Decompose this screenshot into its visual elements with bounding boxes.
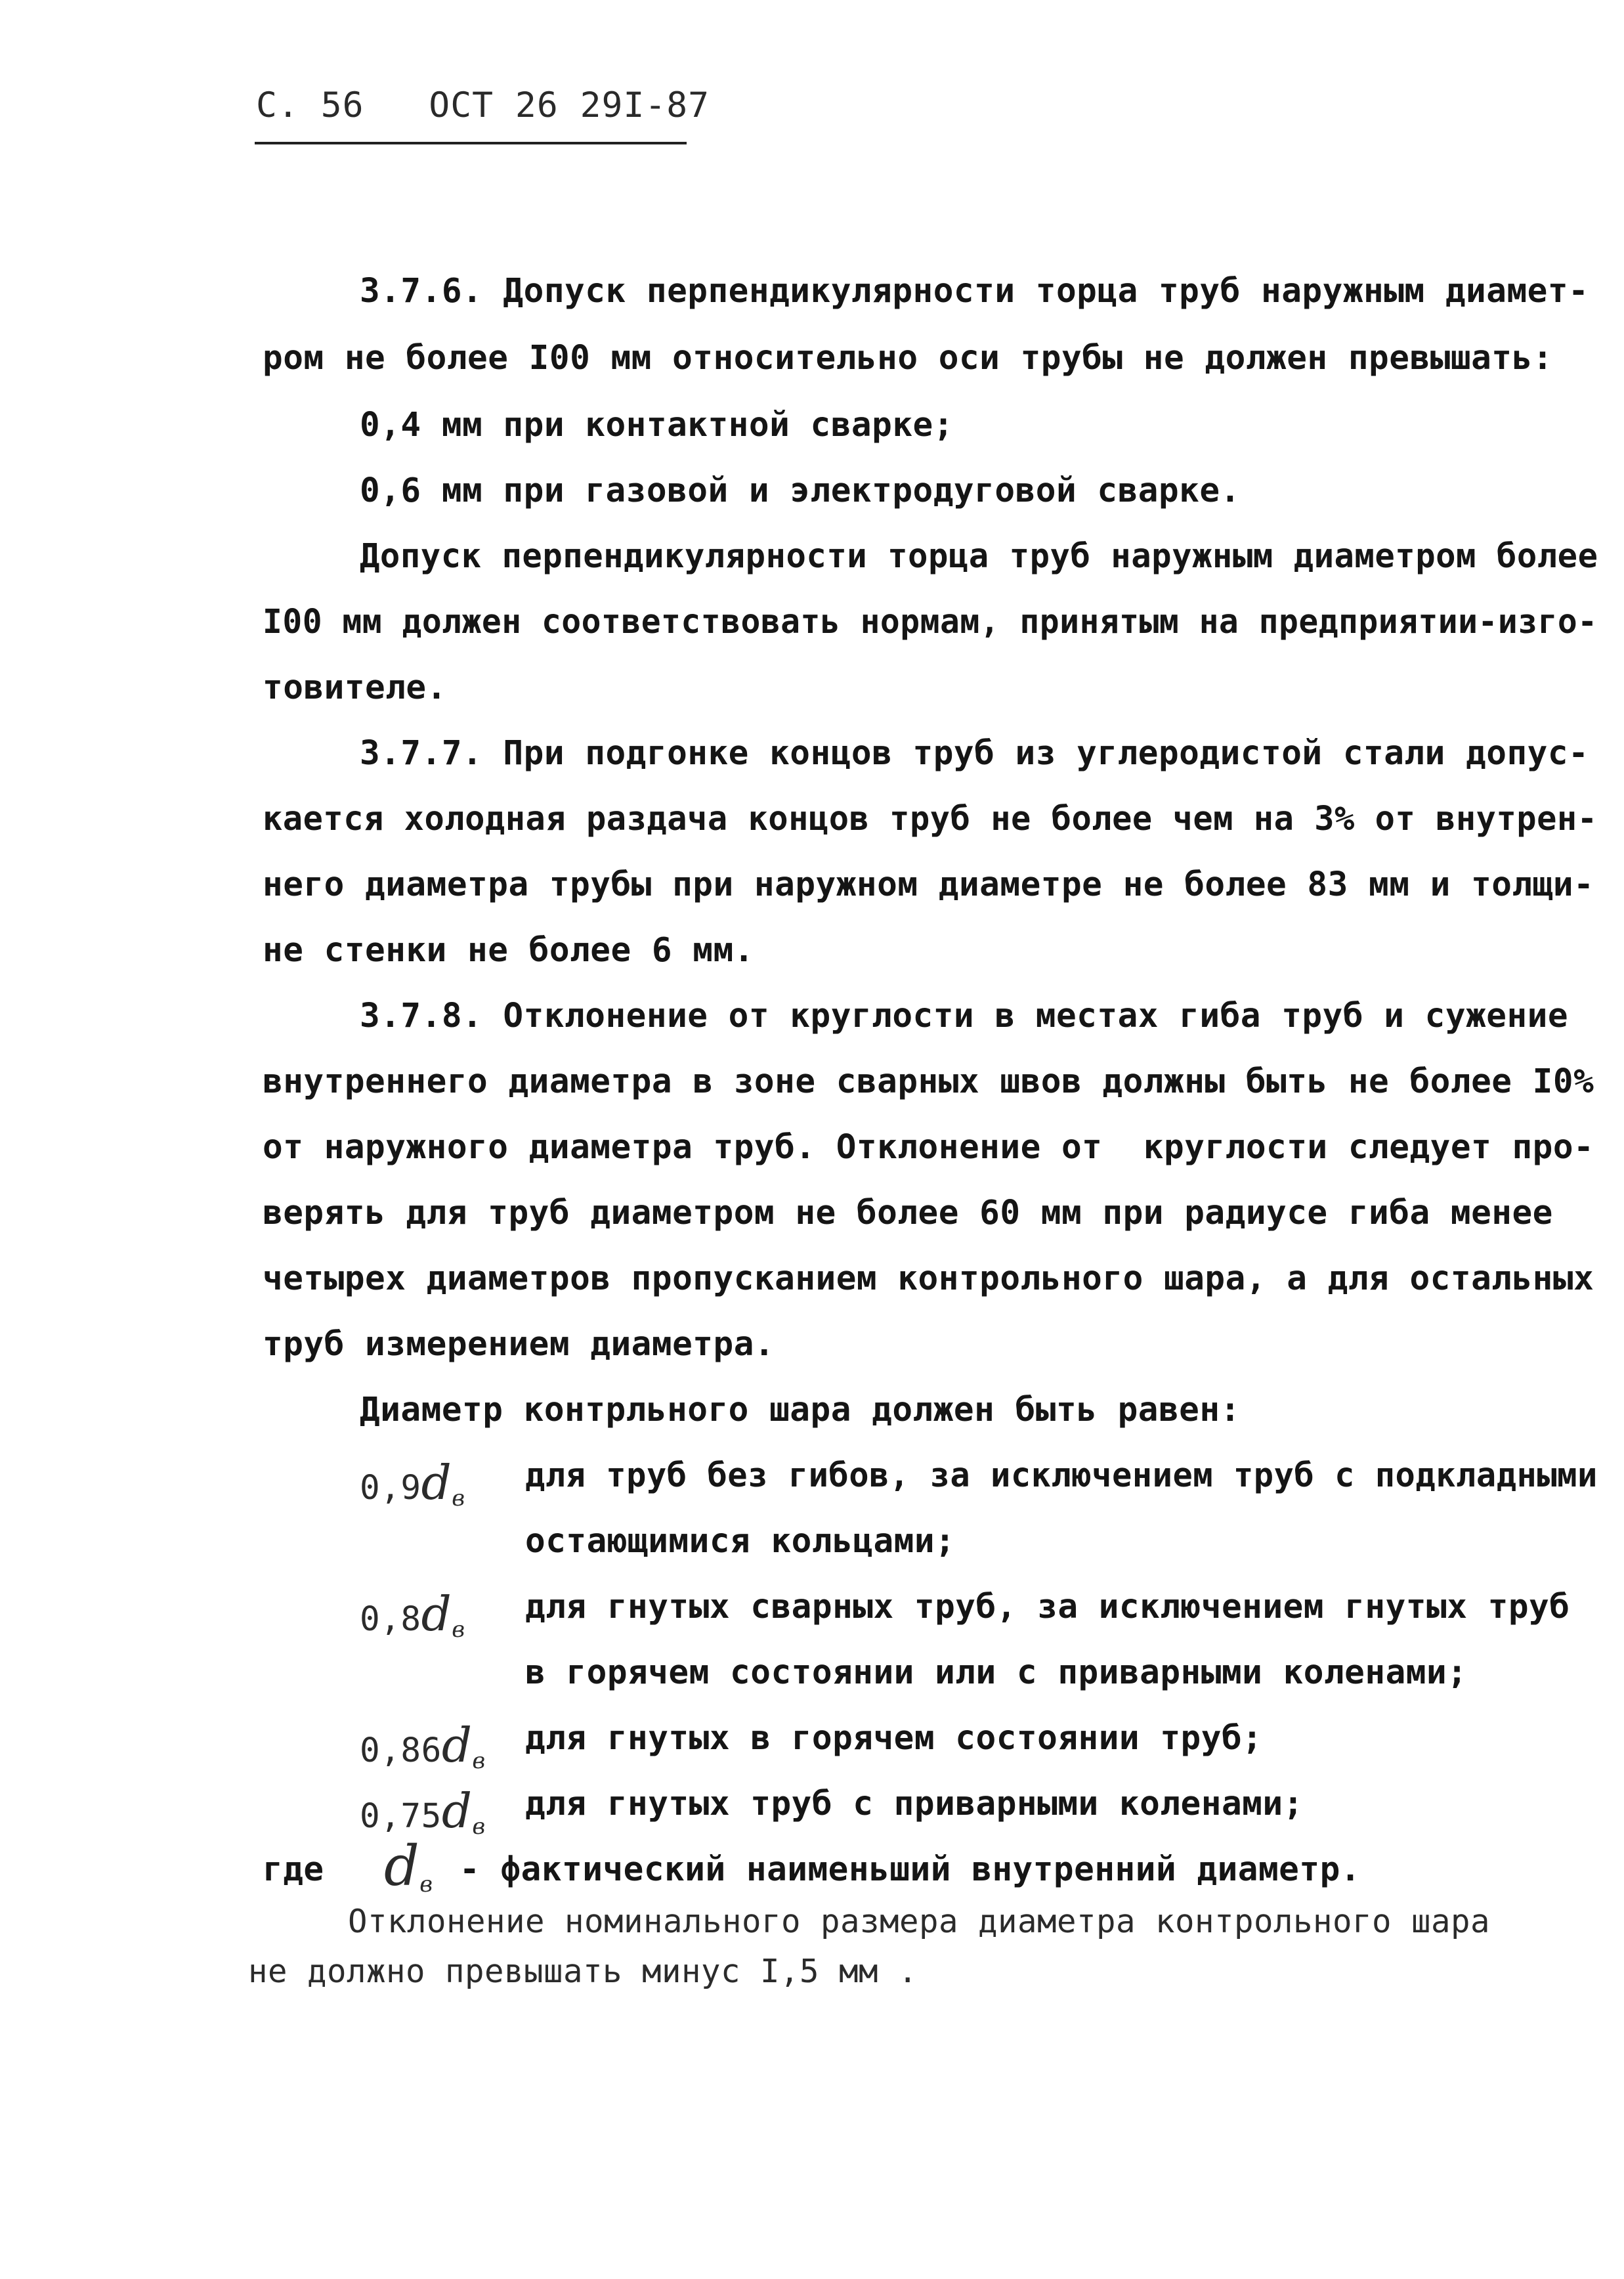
p378-line-1: 3.7.8. Отклонение от круглости в местах гиба труб и сужение	[360, 997, 1569, 1035]
p378-line-5: четырех диаметров пропусканием контрольного шара, а для остальных	[263, 1259, 1594, 1298]
deviation-line-2: не должно превышать минус I,5 мм .	[248, 1953, 918, 1990]
item-2-text: для гнутых сварных труб, за исключением гнутых труб	[525, 1588, 1570, 1626]
p376b-line-2: I00 мм должен соответствовать нормам, принятым на предприятии-изго-	[263, 603, 1598, 641]
p376-item-1: 0,4 мм при контактной сварке;	[360, 406, 954, 445]
where-symbol	[384, 1834, 433, 1898]
p377-line-1: 3.7.7. При подгонке концов труб из углеродистой стали допус-	[360, 734, 1589, 773]
item-2-coefficient: $0,8d_в$	[360, 1586, 465, 1643]
p377-line-3: него диаметра трубы при наружном диаметре не более 83 мм и толщи-	[263, 865, 1594, 904]
p378-line-4: верять для труб диаметром не более 60 мм при радиусе гиба менее	[263, 1194, 1553, 1232]
p376-line-1: 3.7.6. Допуск перпендикулярности торца труб наружным диамет-	[360, 272, 1589, 311]
p376b-line-3: товителе.	[263, 668, 447, 707]
item-1-coefficient: $0,9d_в$	[360, 1455, 465, 1511]
d-b-symbol: $d_в$	[441, 1718, 486, 1774]
p376-line-2: ром не более I00 мм относительно оси трубы не должен превышать:	[263, 339, 1553, 378]
p378-line-6: труб измерением диаметра.	[263, 1325, 775, 1364]
p377-line-4: не стенки не более 6 мм.	[263, 931, 754, 970]
item-1-text: для труб без гибов, за исключением труб с подкладными	[525, 1456, 1598, 1495]
d-b-symbol: $d_в$	[441, 1783, 486, 1840]
p376-item-2: 0,6 мм при газовой и электродуговой сварке.	[360, 471, 1241, 510]
p378-line-3: от наружного диаметра труб. Отклонение от круглости следует про-	[263, 1128, 1594, 1167]
page-number: С. 56	[256, 85, 364, 125]
where-word: где	[263, 1850, 324, 1889]
deviation-line-1: Отклонение номинального размера диаметра контрольного шара	[348, 1903, 1491, 1940]
d-b-symbol: $d_в$	[421, 1586, 465, 1643]
item-4-text: для гнутых труб с приварными коленами;	[525, 1785, 1304, 1823]
where-definition: - фактический наименьший внутренний диаметр.	[459, 1850, 1361, 1889]
item-1-continuation: остающимися кольцами;	[525, 1522, 956, 1561]
p378-line-2: внутреннего диаметра в зоне сварных швов должны быть не более I0%	[263, 1062, 1594, 1101]
item-2-continuation: в горячем состоянии или с приварными коленами;	[525, 1653, 1468, 1692]
ball-diameter-intro: Диаметр контрльного шара должен быть равен:	[360, 1391, 1241, 1429]
standard-code: ОСТ 26 29I-87	[429, 85, 710, 125]
d-b-symbol: $d_в$	[384, 1834, 433, 1898]
d-b-symbol: $d_в$	[421, 1455, 465, 1511]
item-4-coefficient: $0,75d_в$	[360, 1783, 486, 1840]
p377-line-2: кается холодная раздача концов труб не более чем на 3% от внутрен-	[263, 800, 1598, 838]
header-underline	[255, 142, 687, 144]
p376b-line-1: Допуск перпендикулярности торца труб наружным диаметром более	[360, 537, 1598, 576]
item-3-coefficient: $0,86d_в$	[360, 1718, 486, 1774]
item-3-text: для гнутых в горячем состоянии труб;	[525, 1719, 1263, 1758]
page-header	[256, 85, 710, 125]
